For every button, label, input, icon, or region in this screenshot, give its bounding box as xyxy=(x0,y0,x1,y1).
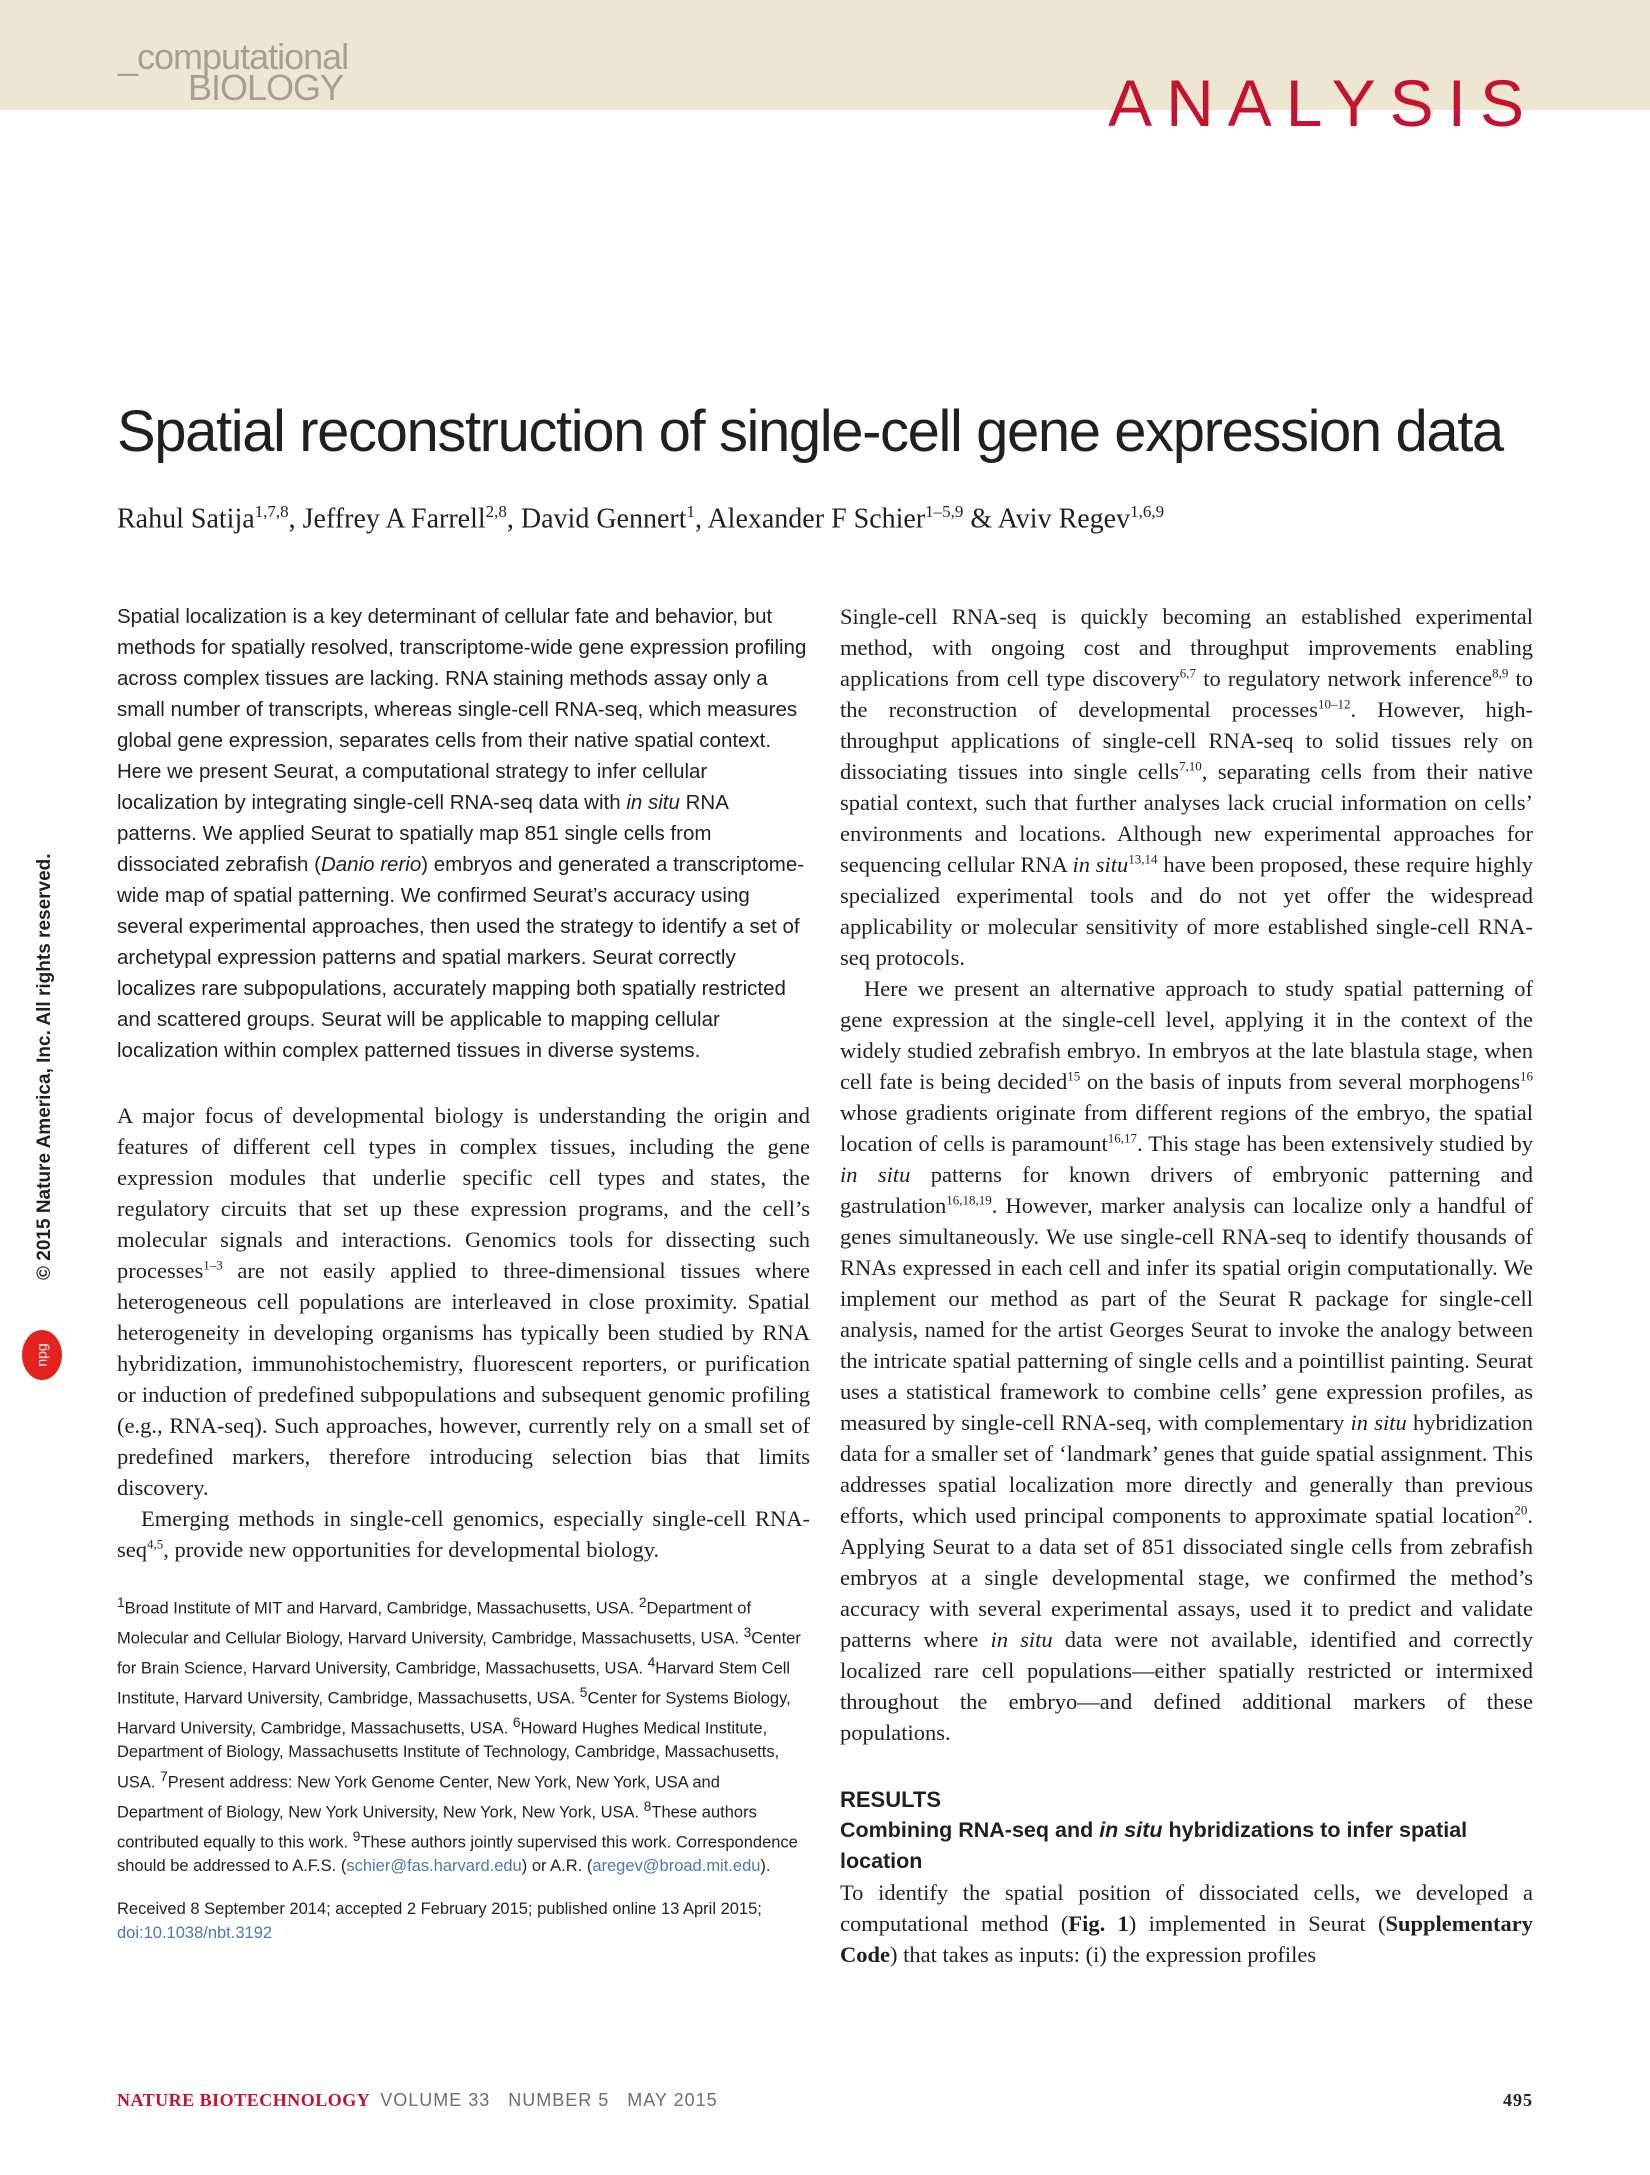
received-dates: Received 8 September 2014; accepted 2 February 2015; published online 13 April 2015; doi:10.1038/nbt.3192 xyxy=(117,1900,762,1942)
affiliations-footnote: $^1$Broad Institute of MIT and Harvard, Cambridge, Massachusetts, USA. $^2$Department of Molecular and Cellular Biology, Harvard University, Cambridge, Massachusetts, USA. $^3$Center for Brain Science, Harvard University, Cambridge, Massachusetts, USA. $^4$Harvard Stem Cell Institute, Harvard University, Cambridge, Massachusetts, USA. $^5$Center for Systems Biology, Harvard University, Cambridge, Massachusetts, USA. $^6$Howard Hughes Medical Institute, Department of Biology, Massachusetts Institute of Technology, Cambridge, Massachusetts, USA. $^7$Present address: New York Genome Center, New York, New York, USA and Department of Biology, New York University, New York, New York, USA. $^8$These authors contributed equally to this work. $^9$These authors jointly supervised this work. Correspondence should be addressed to A.F.S. (schier@fas.harvard.edu) or A.R. (aregev@broad.mit.edu). xyxy=(117,1595,801,1875)
footer-journal-name: NATURE BIOTECHNOLOGY xyxy=(117,2090,371,2110)
journal-logo-line1: _computational xyxy=(118,36,349,77)
results-subheading: Combining RNA-seq and in situ hybridizations to infer spatial location xyxy=(840,1818,1468,1873)
page-number: 495 xyxy=(1503,2090,1533,2110)
publisher-logo xyxy=(22,1330,62,1380)
body-paragraph: To identify the spatial position of dissociated cells, we developed a computational method (Fig. 1) implemented in Seurat (Supplementary Code) that takes as inputs: (i) the expression profiles xyxy=(840,1880,1533,1967)
right-column xyxy=(840,601,1533,1970)
left-column xyxy=(117,601,810,1945)
article-title: Spatial reconstruction of single-cell gene expression data xyxy=(117,399,1503,464)
results-heading: RESULTS xyxy=(840,1787,942,1812)
author-list: Rahul Satija$^{1,7,8}$, Jeffrey A Farrell$^{2,8}$, David Gennert$^1$, Alexander F Schier$^{1-5,9}$ & Aviv Regev$^{1,6,9}$ xyxy=(117,502,1165,535)
body-paragraph: Emerging methods in single-cell genomics, especially single-cell RNA-seq$^{4,5}$, provide new opportunities for developmental biology. xyxy=(117,1506,810,1562)
footer-volume-info: VOLUME 33 NUMBER 5 MAY 2015 xyxy=(380,2090,718,2110)
journal-logo xyxy=(118,36,349,108)
abstract: Spatial localization is a key determinant of cellular fate and behavior, but methods for spatially resolved, transcriptome-wide gene expression profiling across complex tissues are lacking. RNA staining methods assay only a small number of transcripts, whereas single-cell RNA-seq, which measures global gene expression, separates cells from their native spatial context. Here we present Seurat, a computational strategy to infer cellular localization by integrating single-cell RNA-seq data with in situ RNA patterns. We applied Seurat to spatially map 851 single cells from dissociated zebrafish (Danio rerio) embryos and generated a transcriptome-wide map of spatial patterning. We confirmed Seurat’s accuracy using several experimental approaches, then used the strategy to identify a set of archetypal expression patterns and spatial markers. Seurat correctly localizes rare subpopulations, accurately mapping both spatially restricted and scattered groups. Seurat will be applicable to mapping cellular localization within complex patterned tissues in diverse systems. xyxy=(117,605,807,1062)
journal-logo-line2: BIOLOGY xyxy=(188,66,344,108)
copyright-notice: © 2015 Nature America, Inc. All rights reserved. xyxy=(34,853,55,1280)
body-paragraph: Single-cell RNA-seq is quickly becoming an established experimental method, with ongoing cost and throughput improvements enabling applications from cell type discovery$^{6,7}$ to regulatory network inference$^{8,9}$ to the reconstruction of developmental processes$^{10-12}$. However, high-throughput applications of single-cell RNA-seq to solid tissues rely on dissociating tissues into single cells$^{7,10}$, separating cells from their native spatial context, such that further analyses lack crucial information on cells’ environments and locations. Although new experimental approaches for sequencing cellular RNA in situ$^{13,14}$ have been proposed, these require highly specialized experimental tools and do not yet offer the widespread applicability or molecular sensitivity of more established single-cell RNA-seq protocols. xyxy=(840,604,1534,970)
body-paragraph: Here we present an alternative approach to study spatial patterning of gene expression at the single-cell level, applying it in the context of the widely studied zebrafish embryo. In embryos at the late blastula stage, when cell fate is being decided$^{15}$ on the basis of inputs from several morphogens$^{16}$ whose gradients originate from different regions of the embryo, the spatial location of cells is paramount$^{16,17}$. This stage has been extensively studied by in situ patterns for known drivers of embryonic patterning and gastrulation$^{16,18,19}$. However, marker analysis can localize only a handful of genes simultaneously. We use single-cell RNA-seq to identify thousands of RNAs expressed in each cell and infer its spatial origin computationally. We implement our method as part of the Seurat R package for single-cell analysis, named for the artist Georges Seurat to invoke the analogy between the intricate spatial patterning of single cells and a pointillist painting. Seurat uses a statistical framework to combine cells’ gene expression profiles, as measured by single-cell RNA-seq, with complementary in situ hybridization data for a smaller set of ‘landmark’ genes that guide spatial assignment. This addresses spatial localization more directly and generally than previous efforts, which used principal components to approximate spatial location$^{20}$. Applying Seurat to a data set of 851 dissociated single cells from zebrafish embryos at a single developmental stage, we confirmed the method’s accuracy with several experimental assays, used it to predict and validate patterns where in situ data were not available, identified and correctly localized rare cell populations—either spatially restricted or intermixed throughout the embryo—and defined additional markers of these populations. xyxy=(840,976,1533,1745)
section-label: ANALYSIS xyxy=(1108,66,1538,140)
page-footer xyxy=(117,2090,1533,2111)
publisher-logo-text: npg xyxy=(33,1343,50,1367)
body-paragraph: A major focus of developmental biology is understanding the origin and features of different cell types in complex tissues, including the gene expression modules that underlie specific cell types and states, the regulatory circuits that set up these expression programs, and the cell’s molecular signals and interactions. Genomics tools for dissecting such processes$^{1-3}$ are not easily applied to three-dimensional tissues where heterogeneous cell populations are interleaved in close proximity. Spatial heterogeneity in developing organisms has typically been studied by RNA hybridization, immunohistochemistry, fluorescent reporters, or purification or induction of predefined subpopulations and subsequent genomic profiling (e.g., RNA-seq). Such approaches, however, currently rely on a small set of predefined markers, therefore introducing selection bias that limits discovery. xyxy=(117,1103,810,1500)
